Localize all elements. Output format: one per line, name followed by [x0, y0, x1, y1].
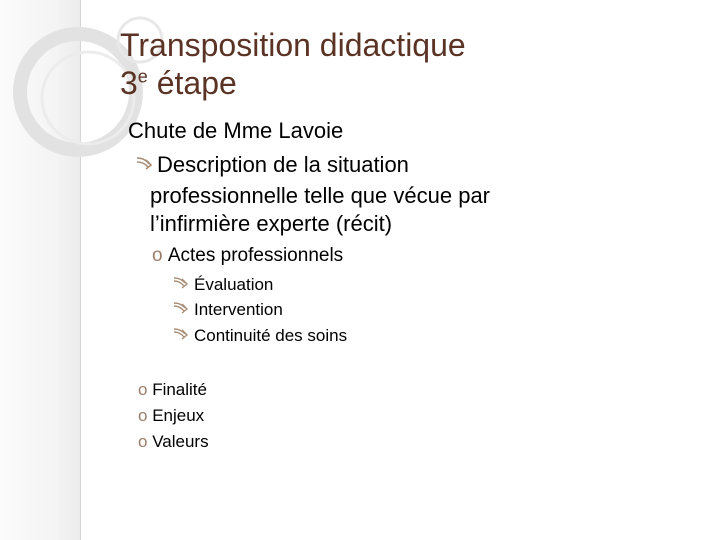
actes-item — [172, 275, 273, 295]
description-line-1 — [135, 152, 409, 178]
bottom-item — [138, 406, 204, 426]
circle-bullet-icon: o — [138, 432, 153, 451]
actes-item-label: Continuité des soins — [194, 326, 348, 345]
bottom-item — [138, 432, 209, 452]
title-line-1: Transposition didactique — [120, 27, 466, 63]
actes-item — [172, 300, 283, 320]
title-number: 3 — [120, 65, 138, 101]
bottom-item-label: Finalité — [152, 380, 207, 399]
bottom-item — [138, 380, 207, 400]
slide-heading: Chute de Mme Lavoie — [128, 118, 344, 143]
arrow-bullet-icon — [172, 275, 194, 294]
actes-item-label: Évaluation — [194, 275, 274, 294]
arrow-bullet-icon — [172, 326, 194, 345]
circle-bullet-icon: o — [138, 406, 153, 425]
actes-item-label: Intervention — [194, 300, 283, 319]
title-superscript: e — [137, 66, 148, 87]
actes-item — [172, 326, 347, 346]
circle-bullet-icon: o — [152, 245, 168, 266]
description-text-1: Description de la situation — [157, 152, 409, 177]
description-line-2: professionnelle telle que vécue par — [150, 183, 491, 208]
actes-label-row — [152, 245, 343, 267]
slide-title — [120, 26, 466, 102]
bottom-item-label: Valeurs — [152, 432, 209, 451]
circle-bullet-icon: o — [138, 380, 153, 399]
description-line-3: l’infirmière experte (récit) — [150, 211, 393, 236]
arrow-bullet-icon — [135, 152, 157, 178]
title-rest: étape — [156, 65, 237, 101]
arrow-bullet-icon — [172, 300, 194, 319]
actes-label: Actes professionnels — [167, 245, 344, 266]
title-line-2 — [120, 64, 466, 102]
bottom-item-label: Enjeux — [152, 406, 205, 425]
